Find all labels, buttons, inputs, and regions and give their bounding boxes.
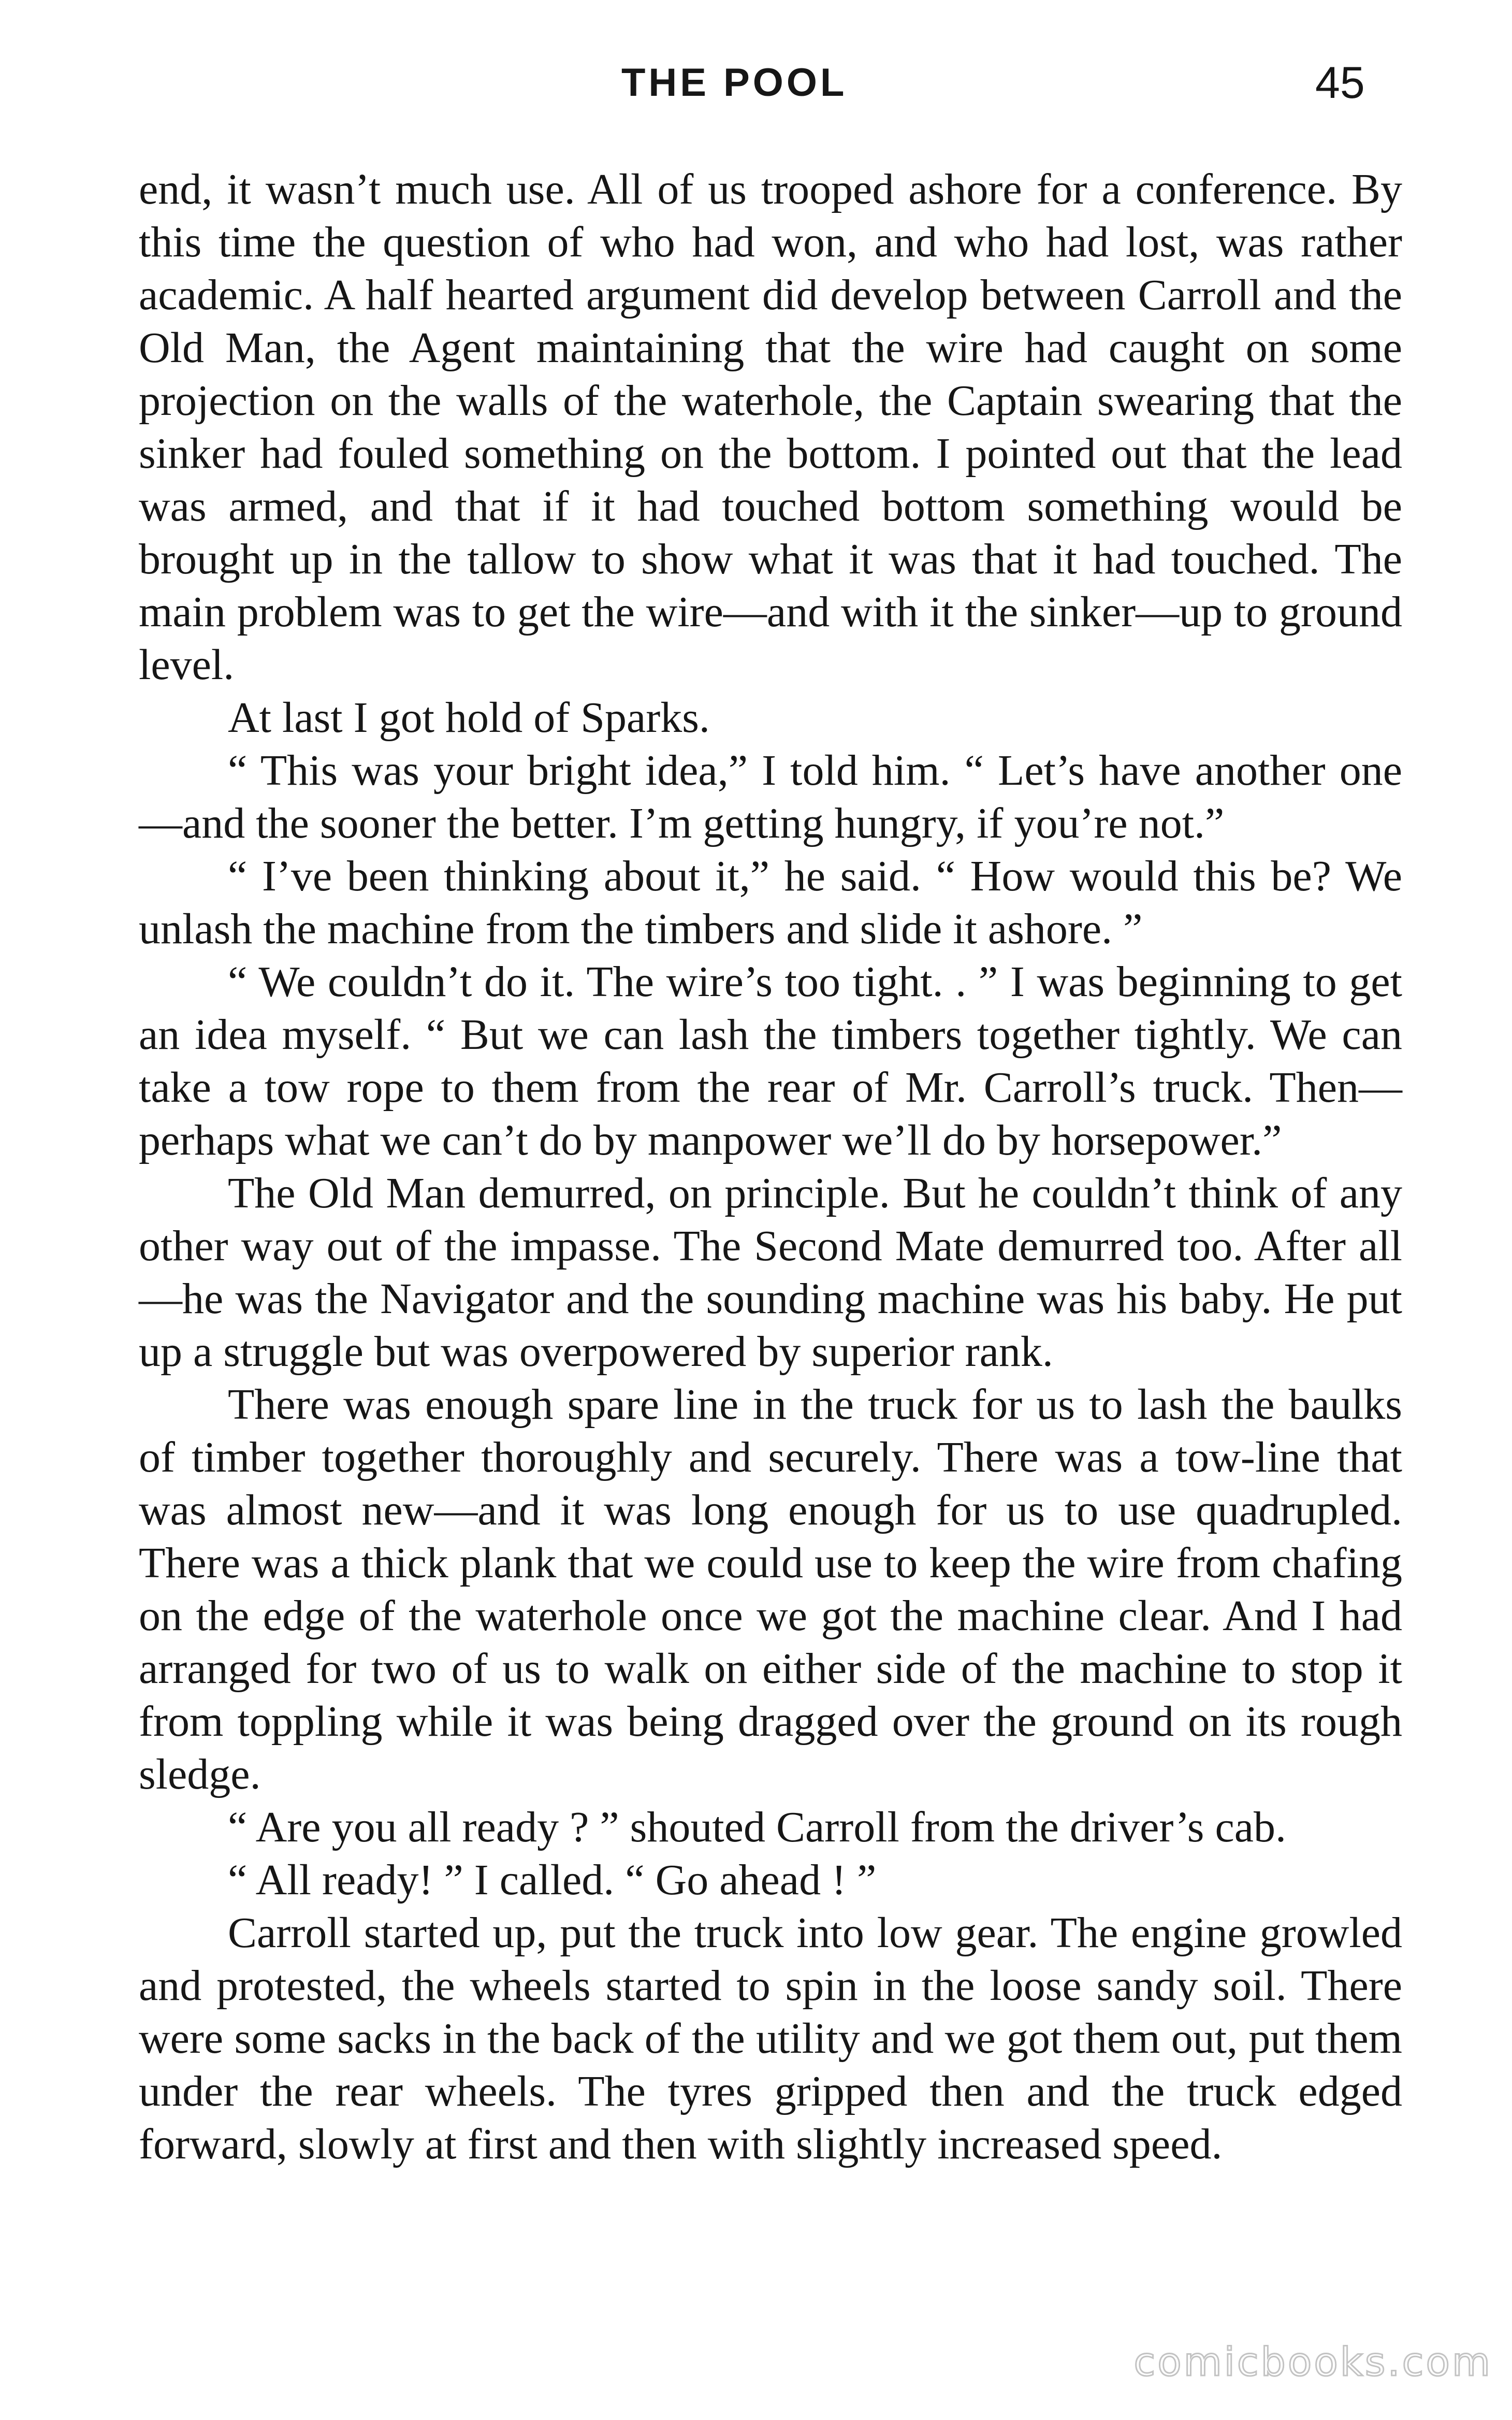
paragraph-6: The Old Man demurred, on principle. But he couldn’t think of any other way out of the impasse. The Second Mate demurred too. After all—he was the Navigator and the sounding machine was his baby. He put up a struggle but was overpowered by superior rank.: [139, 1169, 1402, 1376]
paragraph-10: Carroll started up, put the truck into low gear. The engine growled and protested, the wheels started to spin in the loose sandy soil. There were some sacks in the back of the utility and we got them out, put them under the rear wheels. The tyres gripped then and the truck edged forward, slowly at first and then with slightly increased speed.: [139, 1909, 1402, 2168]
running-title: THE POOL: [621, 61, 848, 105]
running-head: [0, 57, 1512, 119]
paragraph-7: There was enough spare line in the truck for us to lash the baulks of timber together thoroughly and securely. There was a tow-line that was almost new—and it was long enough for us to use quadrupled. There was a thick plank that we could use to keep the wire from chafing on the edge of the waterhole once we got the machine clear. And I had arranged for two of us to walk on either side of the machine to stop it from toppling while it was being dragged over the ground on its rough sledge.: [139, 1380, 1402, 1798]
paragraph-5: “ We couldn’t do it. The wire’s too tight. . ” I was beginning to get an idea myself. “ But we can lash the timbers together tightly. We can take a tow rope to them from the rear of Mr. Carroll’s truck. Then—perhaps what we can’t do by manpower we’ll do by horsepower.”: [139, 958, 1402, 1164]
watermark: comicbooks.com: [1133, 2339, 1492, 2385]
paragraph-8: “ Are you all ready ? ” shouted Carroll from the driver’s cab.: [228, 1803, 1287, 1851]
paragraph-2: At last I got hold of Sparks.: [228, 694, 710, 742]
paragraph-9: “ All ready! ” I called. “ Go ahead ! ”: [228, 1856, 877, 1904]
paragraph-1: end, it wasn’t much use. All of us trooped ashore for a conference. By this time the question of who had won, and who had lost, was rather academic. A half hearted argument did develop between Carroll and the Old Man, the Agent maintaining that the wire had caught on some projection on the walls of the waterhole, the Captain swearing that the sinker had fouled something on the bottom. I pointed out that the lead was armed, and that if it had touched bottom something would be brought up in the tallow to show what it was that it had touched. The main problem was to get the wire—and with it the sinker—up to ground level.: [139, 165, 1402, 689]
body-text: [139, 163, 1402, 2171]
paragraph-3: “ This was your bright idea,” I told him. “ Let’s have another one—and the sooner the better. I’m getting hungry, if you’re not.”: [139, 746, 1402, 847]
page-number: 45: [1315, 58, 1365, 108]
paragraph-4: “ I’ve been thinking about it,” he said. “ How would this be? We unlash the machine from the timbers and slide it ashore. ”: [139, 852, 1402, 953]
